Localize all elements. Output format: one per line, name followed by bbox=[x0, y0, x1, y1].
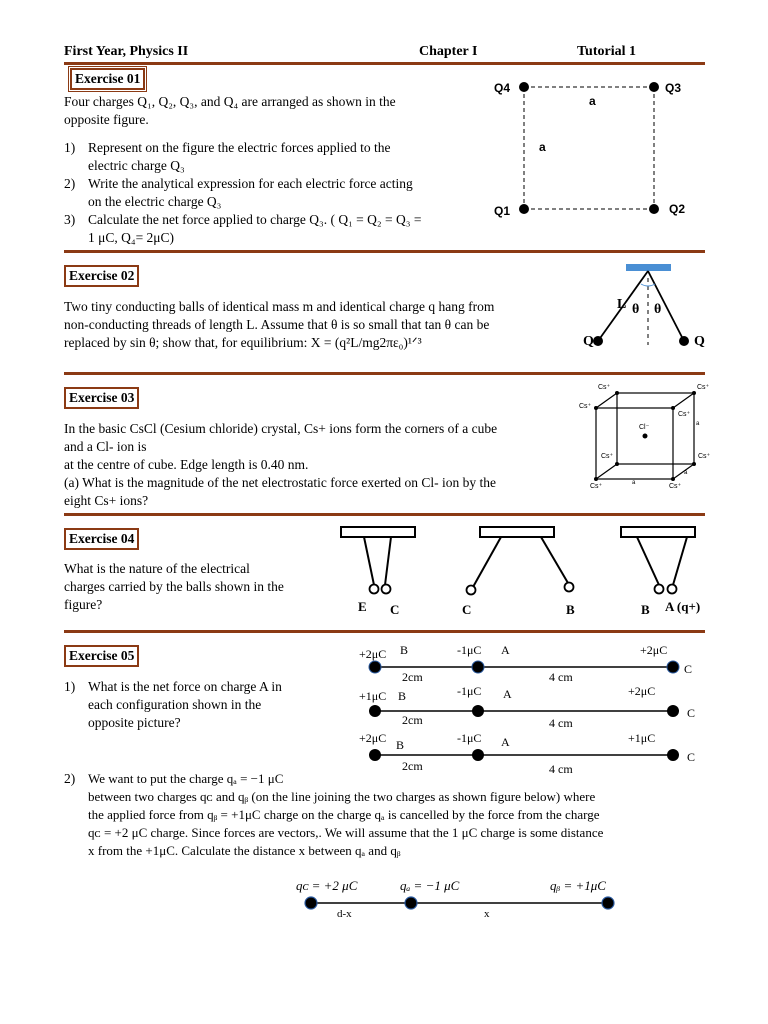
label-c: C bbox=[687, 750, 696, 764]
header-chapter: Chapter I bbox=[419, 44, 478, 59]
distance-2cm: 2cm bbox=[402, 759, 423, 773]
charge-right-value: +2μC bbox=[628, 684, 656, 698]
ex3-line4: (a) What is the magnitude of the net electrostatic force exerted on Cl- ion by the bbox=[64, 475, 496, 490]
exercise-04-title: Exercise 04 bbox=[64, 528, 139, 550]
distance-4cm: 4 cm bbox=[549, 716, 573, 730]
item-text: on the electric charge Q₃ bbox=[88, 194, 222, 209]
item-text: Write the analytical expression for each electric force acting bbox=[88, 176, 413, 191]
item-text: between two charges qᴄ and qᵦ (on the line joining the two charges as shown figure below) where bbox=[88, 789, 596, 804]
label-b: B bbox=[396, 738, 405, 752]
label-q-left: Q bbox=[583, 334, 594, 349]
distance-2cm: 2cm bbox=[402, 670, 423, 684]
item-text: We want to put the charge qₐ = −1 μC bbox=[88, 771, 284, 786]
exercise-02-title: Exercise 02 bbox=[64, 265, 139, 287]
item-number: 2) bbox=[64, 771, 76, 786]
ex1-intro-line2: opposite figure. bbox=[64, 112, 149, 127]
exercise-03-title: Exercise 03 bbox=[64, 387, 139, 409]
charge-left-value: +2μC bbox=[359, 731, 387, 745]
edge-label-a: a bbox=[684, 470, 688, 476]
ex2-line2: non-conducting threads of length L. Assume that θ is so small that tan θ can be bbox=[64, 317, 490, 332]
label-L: L bbox=[617, 297, 627, 312]
label-c: C bbox=[390, 602, 400, 617]
cs-label: Cs⁺ bbox=[601, 453, 614, 460]
exercise-01-title: Exercise 01 bbox=[70, 68, 145, 90]
ex3-line2: and a Cl- ion is bbox=[64, 439, 147, 454]
label-x: x bbox=[484, 908, 490, 920]
item-text: each configuration shown in the bbox=[88, 697, 262, 712]
item-number: 1) bbox=[64, 679, 76, 694]
item-text: Calculate the net force applied to charge Q₃. ( Q₁ = Q₂ = Q₃ = bbox=[88, 212, 422, 227]
distance-2cm: 2cm bbox=[402, 713, 423, 727]
cs-label: Cs⁺ bbox=[590, 483, 603, 490]
item-text: Represent on the figure the electric forces applied to the bbox=[88, 140, 391, 155]
charge-left-value: +2μC bbox=[359, 647, 387, 661]
distance-4cm: 4 cm bbox=[549, 670, 573, 684]
label-b: B bbox=[641, 602, 650, 617]
cs-label: Cs⁺ bbox=[678, 411, 691, 418]
charge-qb-dot bbox=[602, 897, 614, 909]
cs-label: Cs⁺ bbox=[579, 403, 592, 410]
ex3-line1: In the basic CsCl (Cesium chloride) crystal, Cs+ ions form the corners of a cube bbox=[64, 421, 498, 436]
label-c: C bbox=[687, 706, 696, 720]
label-q-right: Q bbox=[694, 334, 705, 349]
ex1-intro-line1: Four charges Q₁, Q₂, Q₃, and Q₄ are arranged as shown in the bbox=[64, 94, 396, 109]
header-course: First Year, Physics II bbox=[64, 44, 189, 59]
item-number: 3) bbox=[64, 212, 76, 227]
label-qa: qₐ = −1 μC bbox=[400, 878, 460, 893]
label-b: B bbox=[398, 689, 407, 703]
label-a-side: a bbox=[539, 140, 546, 154]
label-q4: Q4 bbox=[494, 81, 511, 95]
label-q3: Q3 bbox=[665, 81, 682, 95]
label-c: C bbox=[462, 602, 472, 617]
ex3-line3: at the centre of cube. Edge length is 0.40 nm. bbox=[64, 457, 309, 472]
edge-label-a: a bbox=[696, 421, 700, 427]
label-a: A bbox=[501, 643, 510, 657]
ex4-line3: figure? bbox=[64, 597, 103, 612]
item-number: 1) bbox=[64, 140, 76, 155]
ex4-line1: What is the nature of the electrical bbox=[64, 561, 250, 576]
label-theta-right: θ bbox=[654, 302, 662, 317]
cs-label: Cs⁺ bbox=[698, 453, 711, 460]
cs-label: Cs⁺ bbox=[697, 384, 710, 391]
item-text: x from the +1μC. Calculate the distance x between qₐ and qᵦ bbox=[88, 843, 401, 858]
label-qc: qᴄ = +2 μC bbox=[296, 878, 358, 893]
charge-mid-value: -1μC bbox=[457, 731, 482, 745]
cs-label: Cs⁺ bbox=[669, 483, 682, 490]
item-text: qᴄ = +2 μC charge. Since forces are vectors,. We will assume that the 1 μC charge is some distance bbox=[88, 825, 604, 840]
distance-4cm: 4 cm bbox=[549, 762, 573, 776]
label-a: A bbox=[501, 735, 510, 749]
item-text: What is the net force on charge A in bbox=[88, 679, 282, 694]
charge-left-value: +1μC bbox=[359, 689, 387, 703]
header-tutorial: Tutorial 1 bbox=[577, 44, 636, 59]
label-e: E bbox=[358, 599, 367, 614]
label-qb: qᵦ = +1μC bbox=[550, 878, 606, 893]
exercise-05-title: Exercise 05 bbox=[64, 645, 139, 667]
label-b: B bbox=[566, 602, 575, 617]
label-q2: Q2 bbox=[669, 202, 686, 216]
label-c: C bbox=[684, 662, 693, 676]
label-b: B bbox=[400, 643, 409, 657]
label-dx: d-x bbox=[337, 908, 352, 920]
charge-right-value: +1μC bbox=[628, 731, 656, 745]
label-a: A (q+) bbox=[665, 599, 701, 614]
label-q1: Q1 bbox=[494, 204, 511, 218]
cl-label: Cl⁻ bbox=[639, 424, 650, 431]
label-a-top: a bbox=[589, 94, 596, 108]
ex2-line3: replaced by sin θ; show that, for equilibrium: X = (q²L/mg2πε₀)¹ᐟ³ bbox=[64, 335, 422, 350]
charge-qc-dot bbox=[305, 897, 317, 909]
item-text: opposite picture? bbox=[88, 715, 181, 730]
ex2-line1: Two tiny conducting balls of identical mass m and identical charge q hang from bbox=[64, 299, 495, 314]
item-text: electric charge Q₃ bbox=[88, 158, 185, 173]
ex3-line5: eight Cs+ ions? bbox=[64, 493, 149, 508]
cs-label: Cs⁺ bbox=[598, 384, 611, 391]
label-theta-left: θ bbox=[632, 302, 640, 317]
charge-mid-value: -1μC bbox=[457, 643, 482, 657]
item-text: 1 μC, Q₄= 2μC) bbox=[88, 230, 175, 245]
ex4-line2: charges carried by the balls shown in the bbox=[64, 579, 284, 594]
charge-mid-value: -1μC bbox=[457, 684, 482, 698]
charge-qa-dot bbox=[405, 897, 417, 909]
charge-right-value: +2μC bbox=[640, 643, 668, 657]
item-number: 2) bbox=[64, 176, 76, 191]
label-a: A bbox=[503, 687, 512, 701]
item-text: the applied force from qᵦ = +1μC charge on the charge qₐ is cancelled by the force from the charge bbox=[88, 807, 600, 822]
edge-label-a: a bbox=[632, 480, 636, 486]
